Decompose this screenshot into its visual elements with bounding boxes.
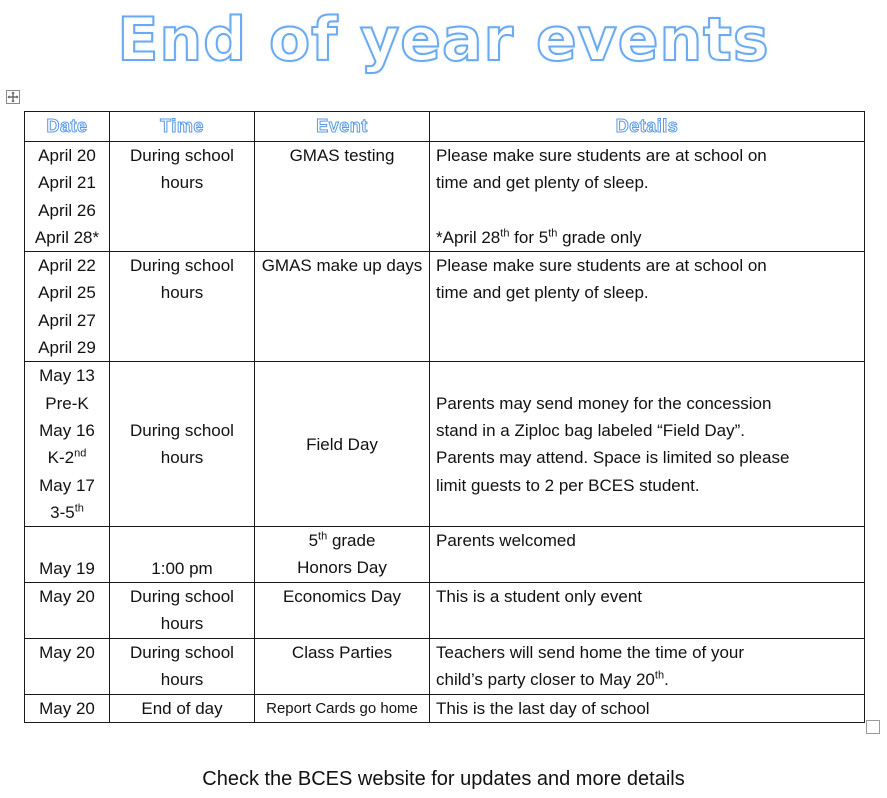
event-name: Economics Day bbox=[282, 587, 402, 607]
header-event: Event bbox=[255, 112, 430, 142]
date-line bbox=[31, 499, 103, 526]
event-name: Report Cards go home bbox=[266, 700, 418, 718]
header-time: Time bbox=[110, 112, 255, 142]
event-text: grade bbox=[327, 531, 376, 551]
details-line: time and get plenty of sleep. bbox=[436, 173, 649, 193]
time-line: hours bbox=[160, 670, 204, 690]
date-cell bbox=[25, 695, 110, 723]
date-line bbox=[31, 417, 103, 444]
move-arrows-icon[interactable] bbox=[6, 90, 20, 104]
date-cell bbox=[25, 583, 110, 639]
date-text: May 17 bbox=[39, 475, 95, 495]
date-text: May 16 bbox=[39, 420, 95, 440]
blank-line bbox=[436, 197, 858, 224]
event-cell bbox=[255, 639, 430, 695]
date-text: May 13 bbox=[39, 366, 95, 386]
date-text: Pre-K bbox=[45, 393, 89, 413]
details-cell bbox=[430, 639, 865, 695]
time-line: hours bbox=[160, 614, 204, 634]
date-line: April 28* bbox=[34, 227, 100, 247]
time-line: hours bbox=[160, 283, 204, 303]
event-name: Honors Day bbox=[297, 558, 387, 578]
header-date: Date bbox=[25, 112, 110, 142]
table-row bbox=[25, 252, 865, 362]
details-cell bbox=[430, 362, 865, 527]
date-line bbox=[31, 472, 103, 499]
date-line: April 21 bbox=[38, 173, 96, 193]
details-line bbox=[436, 666, 858, 693]
date-line bbox=[31, 362, 103, 389]
table-row bbox=[25, 362, 865, 527]
event-sup: th bbox=[318, 530, 328, 543]
date-cell bbox=[25, 527, 110, 583]
page-title: End of year events bbox=[117, 5, 770, 75]
date-cell bbox=[25, 142, 110, 252]
time-line: During school bbox=[130, 256, 234, 276]
details-line: Parents may send money for the concession bbox=[436, 393, 772, 413]
date-line: April 20 bbox=[38, 146, 96, 165]
event-cell bbox=[255, 695, 430, 723]
date-line bbox=[31, 444, 103, 471]
time-line: During school bbox=[130, 420, 234, 440]
table-row bbox=[25, 527, 865, 583]
note-text: *April 28 bbox=[436, 227, 501, 247]
date-line: May 20 bbox=[39, 587, 95, 607]
time-cell bbox=[110, 639, 255, 695]
details-line: stand in a Ziploc bag labeled “Field Day”. bbox=[436, 420, 745, 440]
details-cell bbox=[430, 695, 865, 723]
note-text: for 5 bbox=[509, 227, 549, 247]
details-cell bbox=[430, 142, 865, 252]
date-line: May 20 bbox=[39, 699, 95, 719]
details-line: Teachers will send home the time of your bbox=[436, 643, 745, 663]
details-line: Parents may attend. Space is limited so please bbox=[436, 448, 790, 468]
time-line: hours bbox=[160, 173, 204, 193]
date-line: April 26 bbox=[38, 200, 96, 220]
date-text: K-2 bbox=[47, 448, 75, 468]
event-name: Field Day bbox=[306, 434, 378, 454]
time-line: During school bbox=[130, 643, 234, 663]
note-sup: th bbox=[548, 227, 558, 240]
resize-square-icon[interactable] bbox=[866, 720, 880, 734]
event-cell bbox=[255, 583, 430, 639]
time-cell bbox=[110, 362, 255, 527]
time-cell bbox=[110, 142, 255, 252]
event-cell bbox=[255, 142, 430, 252]
event-name bbox=[261, 527, 423, 554]
details-cell bbox=[430, 252, 865, 362]
time-line: End of day bbox=[141, 699, 223, 719]
details-line: Parents welcomed bbox=[436, 531, 576, 551]
details-line: This is the last day of school bbox=[436, 699, 650, 719]
date-line bbox=[31, 390, 103, 417]
note-sup: th bbox=[500, 227, 510, 240]
time-line: During school bbox=[130, 146, 234, 165]
time-line: During school bbox=[130, 587, 234, 607]
table-row bbox=[25, 142, 865, 252]
event-name: GMAS testing bbox=[289, 146, 395, 165]
event-name: Class Parties bbox=[291, 643, 393, 663]
events-table bbox=[24, 111, 865, 723]
time-cell bbox=[110, 252, 255, 362]
date-sup: nd bbox=[74, 447, 87, 460]
date-line: May 19 bbox=[39, 558, 95, 578]
details-line: Please make sure students are at school on bbox=[436, 256, 767, 276]
time-cell bbox=[110, 695, 255, 723]
details-line: This is a student only event bbox=[436, 587, 643, 607]
time-line: 1:00 pm bbox=[151, 558, 213, 578]
date-line: April 27 bbox=[38, 310, 96, 330]
table-row bbox=[25, 695, 865, 723]
details-line: limit guests to 2 per BCES student. bbox=[436, 475, 700, 495]
date-cell bbox=[25, 639, 110, 695]
date-sup: th bbox=[74, 502, 84, 515]
details-cell bbox=[430, 527, 865, 583]
date-cell bbox=[25, 362, 110, 527]
table-row bbox=[25, 583, 865, 639]
table-header-row bbox=[25, 112, 865, 142]
time-line: hours bbox=[160, 448, 204, 468]
event-cell bbox=[255, 362, 430, 527]
event-cell bbox=[255, 527, 430, 583]
event-name: GMAS make up days bbox=[261, 256, 423, 276]
details-sup: th bbox=[654, 669, 665, 682]
event-cell bbox=[255, 252, 430, 362]
time-cell bbox=[110, 583, 255, 639]
date-text: 3-5 bbox=[50, 502, 75, 522]
date-line: April 29 bbox=[38, 338, 96, 358]
details-line: time and get plenty of sleep. bbox=[436, 283, 649, 303]
date-line: May 20 bbox=[39, 643, 95, 663]
details-cell bbox=[430, 583, 865, 639]
time-cell bbox=[110, 527, 255, 583]
date-cell bbox=[25, 252, 110, 362]
event-text: 5 bbox=[308, 531, 319, 551]
header-details: Details bbox=[430, 112, 865, 142]
table-row bbox=[25, 639, 865, 695]
details-line: Please make sure students are at school on bbox=[436, 146, 767, 165]
note-text: grade only bbox=[557, 227, 642, 247]
date-line: April 25 bbox=[38, 283, 96, 303]
date-line: April 22 bbox=[38, 256, 96, 276]
footer-note: Check the BCES website for updates and more details bbox=[202, 768, 685, 790]
details-text: . bbox=[664, 670, 669, 690]
details-text: child’s party closer to May 20 bbox=[436, 670, 655, 690]
details-note bbox=[436, 224, 858, 251]
